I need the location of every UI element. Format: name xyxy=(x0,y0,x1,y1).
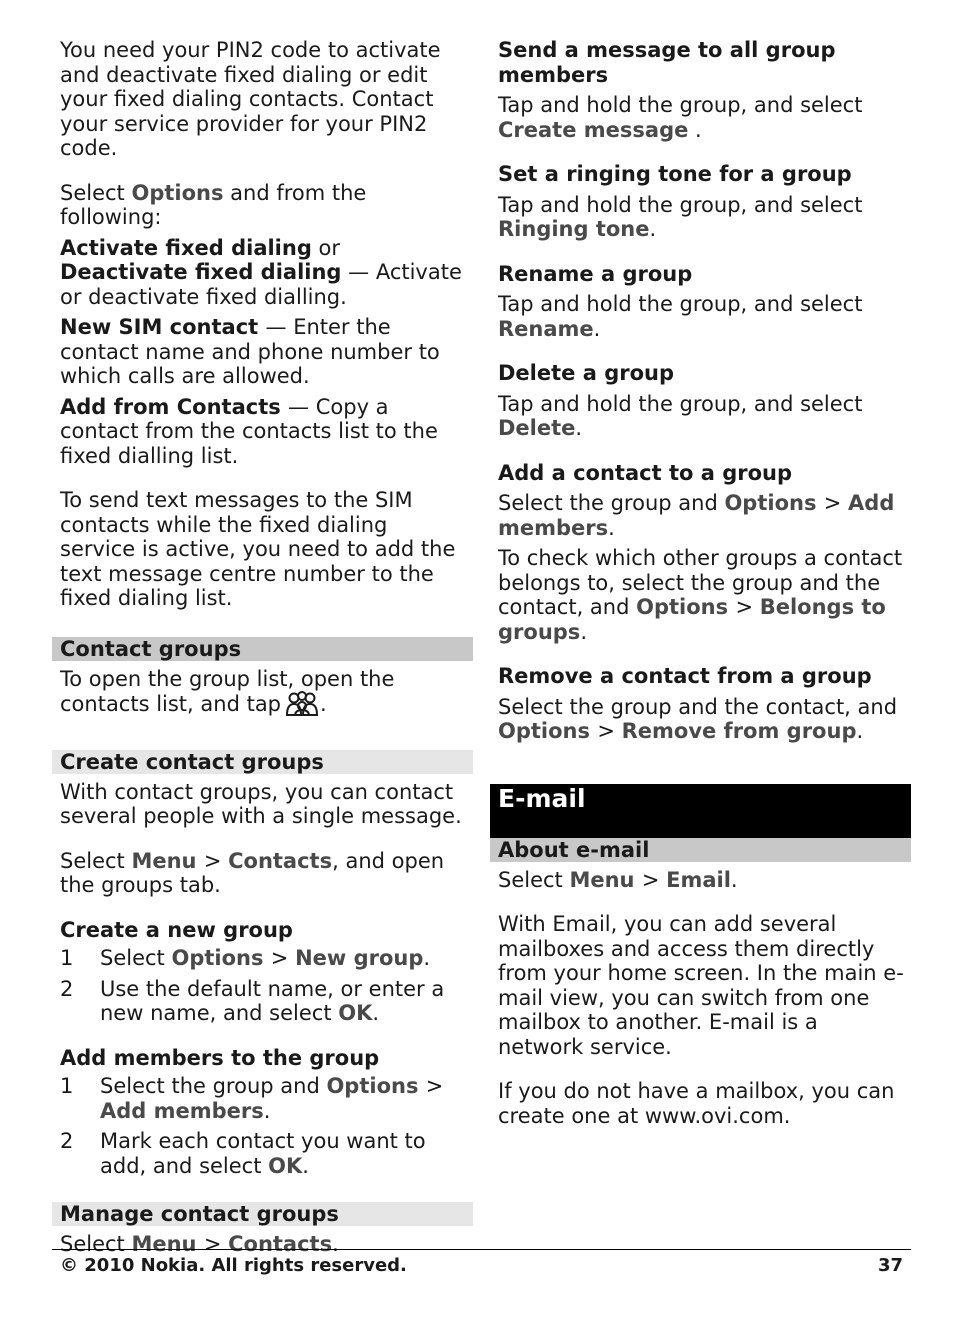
add-contact-text: Select the group and Options > Add members. xyxy=(498,491,895,540)
check-groups-text: To check which other groups a contact belongs to, select the group and the contact, and Options > Belongs to groups. xyxy=(498,546,903,644)
group-contacts-icon xyxy=(284,691,320,723)
copyright: © 2010 Nokia. All rights reserved. xyxy=(60,1255,407,1276)
remove-contact-text: Select the group and the contact, and Options > Remove from group. xyxy=(498,694,898,743)
heading-delete-group: Delete a group xyxy=(498,361,674,385)
new-group-step-2: 2 Use the default name, or enter a new name, and select OK. xyxy=(60,976,445,1025)
section-contact-groups: Contact groups xyxy=(52,637,473,661)
pin2-intro: You need your PIN2 code to activate and deactivate fixed dialing or edit your fixed dialing contacts. Contact your service provider for your PIN2 code. xyxy=(60,38,441,160)
email-description: With Email, you can add several mailboxes and access them directly from your home screen. In the main e-mail view, you can switch from one mailbox to another. E-mail is a network service. xyxy=(498,912,904,1059)
manage-select-line: Select Menu > Contacts. xyxy=(60,1232,339,1256)
chapter-email: E-mail xyxy=(490,784,911,838)
option-new-sim-contact: New SIM contact — Enter the contact name and phone number to which calls are allowed. xyxy=(60,315,440,388)
add-members-step-2: 2 Mark each contact you want to add, and select OK. xyxy=(60,1129,426,1178)
heading-ringing-tone: Set a ringing tone for a group xyxy=(498,162,852,186)
section-about-email: About e-mail xyxy=(490,838,911,862)
heading-rename-group: Rename a group xyxy=(498,261,693,286)
ringing-tone-text: Tap and hold the group, and select Ringing tone. xyxy=(498,192,863,241)
heading-add-members: Add members to the group xyxy=(60,1045,380,1070)
section-create-contact-groups: Create contact groups xyxy=(52,750,473,774)
heading-add-contact: Add a contact to a group xyxy=(498,460,792,485)
page-number: 37 xyxy=(877,1255,903,1276)
new-group-step-1: 1 Select Options > New group. xyxy=(60,946,431,970)
sms-note: To send text messages to the SIM contacts while the fixed dialing service is active, you need to add the text message centre number to the fixed dialing list. xyxy=(60,488,456,610)
option-add-from-contacts: Add from Contacts — Copy a contact from the contacts list to the fixed dialling list. xyxy=(60,394,438,468)
delete-group-text: Tap and hold the group, and select Delete. xyxy=(498,391,863,440)
select-options-line: Select Options and from the following: xyxy=(60,180,367,229)
section-manage-contact-groups: Manage contact groups xyxy=(52,1202,473,1226)
page-footer xyxy=(52,1249,911,1277)
create-groups-text: With contact groups, you can contact several people with a single message. xyxy=(60,779,462,828)
add-members-step-1: 1 Select the group and Options > Add members. xyxy=(60,1074,444,1123)
contact-groups-text: To open the group list, open the contacts list, and tap . xyxy=(60,667,469,723)
mailbox-note: If you do not have a mailbox, you can create one at www.ovi.com. xyxy=(498,1079,895,1128)
create-groups-select-line: Select Menu > Contacts, and open the groups tab. xyxy=(60,848,445,897)
right-column xyxy=(490,38,911,1128)
about-email-select-line: Select Menu > Email. xyxy=(498,867,738,892)
send-message-text: Tap and hold the group, and select Create message . xyxy=(498,93,863,142)
options-label: Options xyxy=(131,180,224,205)
heading-remove-contact: Remove a contact from a group xyxy=(498,664,872,688)
heading-create-new-group: Create a new group xyxy=(60,917,293,942)
option-activate-fixed-dialing: Activate fixed dialing or Deactivate fixed dialing — Activate or deactivate fixed dialling. xyxy=(60,235,462,309)
heading-send-message: Send a message to all group members xyxy=(498,38,836,87)
left-column xyxy=(52,38,473,1257)
rename-group-text: Tap and hold the group, and select Rename. xyxy=(498,292,863,341)
